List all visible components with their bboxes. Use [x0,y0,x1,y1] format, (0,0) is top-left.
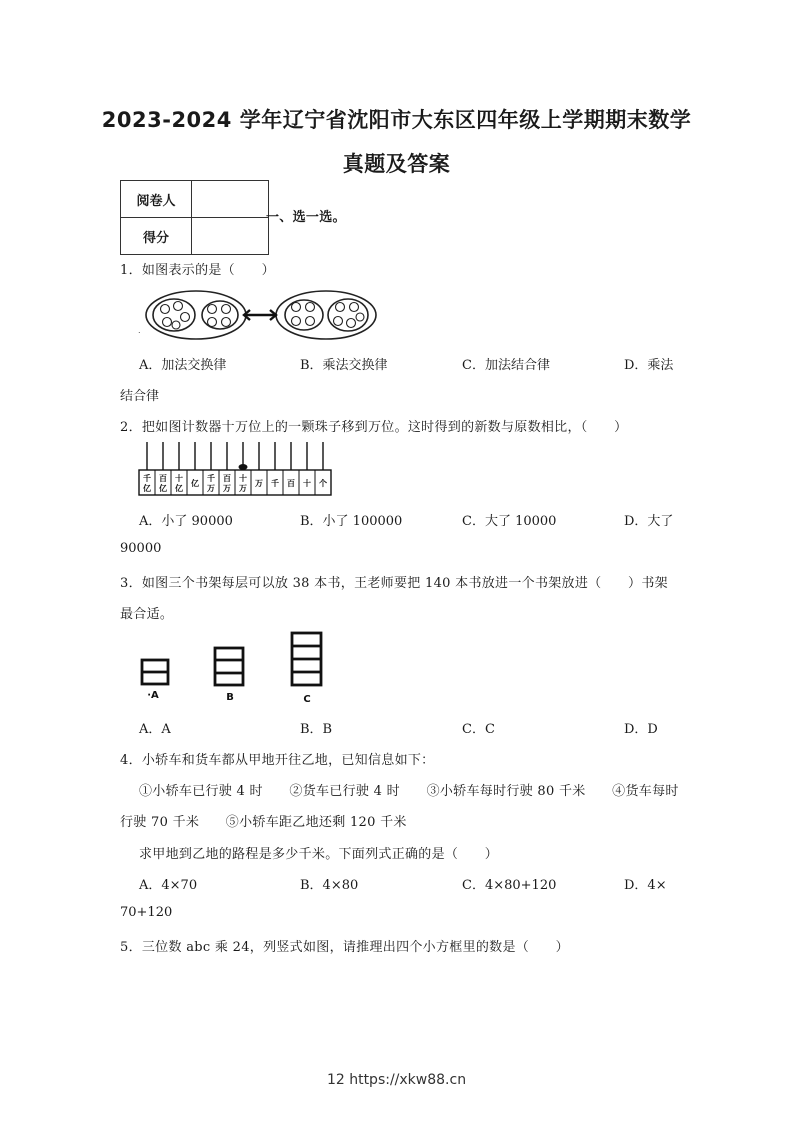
q2-option-a: A．小了 90000 [139,514,233,529]
q2-option-d-wrap: 90000 [120,541,162,556]
abacus-label-shiwan-2: 万 [239,484,247,493]
abacus-label-shiwan-1: 十 [239,474,247,483]
q3-stem: 3．如图三个书架每层可以放 38 本书，王老师要把 140 本书放进一个书架放进（ ）书架 [120,576,668,591]
abacus-label-shiyi-2: 亿 [175,484,183,493]
q4-option-a: A．4×70 [139,878,198,893]
q1-option-d-wrap: 结合律 [120,389,160,404]
q4-option-d: D．4× [624,878,667,893]
q2-option-d: D．大了 [624,514,674,529]
q4-option-d-wrap: 70+120 [120,905,173,920]
q2-stem: 2．把如图计数器十万位上的一颗珠子移到万位。这时得到的新数与原数相比，（ ） [120,420,628,435]
abacus-label-shiyi-1: 十 [175,474,183,483]
q4-option-c: C．4×80+120 [462,878,557,893]
abacus-label-ge: 个 [319,479,327,488]
abacus-label-baiwan-1: 百 [223,474,231,483]
q3-option-d: D．D [624,722,658,737]
q2-option-b: B．小了 100000 [300,514,403,529]
abacus-label-wan: 万 [255,479,263,488]
page-title-line2: 真题及答案 [342,152,451,176]
q4-stem: 4．小轿车和货车都从甲地开往乙地，已知信息如下： [120,753,435,768]
score-cell [192,218,269,255]
q3-option-c: C．C [462,722,495,737]
abacus-label-qianwan-1: 千 [207,474,215,483]
q4-option-b: B．4×80 [300,878,359,893]
left-oval [146,291,246,339]
q1-stem: 1．如图表示的是（ ） [120,263,275,278]
q4-ask: 求甲地到乙地的路程是多少千米。下面列式正确的是（ ） [139,847,499,862]
q5-stem: 5．三位数 abc 乘 24，列竖式如图，请推理出四个小方框里的数是（ ） [120,940,569,955]
abacus-label-qian: 千 [271,479,279,488]
abacus-label-yi: 亿 [191,479,199,488]
abacus-label-baiyi-1: 百 [159,474,167,483]
q1-figure [138,285,388,345]
q3-stem-wrap: 最合适。 [120,607,174,622]
q1-option-d: D．乘法 [624,358,674,373]
q2-option-c: C．大了 10000 [462,514,557,529]
reviewer-cell [192,181,269,218]
abacus-label-baiyi-2: 亿 [159,484,167,493]
q4-info-line1: ①小轿车已行驶 4 时 ②货车已行驶 4 时 ③小轿车每时行驶 80 千米 ④货车每时 [139,784,679,799]
shelf-b [215,648,243,685]
bead [239,464,248,470]
q3-option-b: B．B [300,722,333,737]
score-label: 得分 [121,218,192,255]
reviewer-label: 阅卷人 [121,181,192,218]
abacus-label-baiwan-2: 万 [223,484,231,493]
shelf-label-b: B [226,692,234,703]
abacus-label-bai: 百 [287,479,295,488]
score-box [120,180,269,255]
q1-option-b: B．乘法交换律 [300,358,388,373]
svg-text:.: . [138,326,141,335]
shelf-label-a: ·A [147,690,159,701]
q1-option-a: A．加法交换律 [139,358,227,373]
q1-option-c: C．加法结合律 [462,358,550,373]
shelf-label-c: C [303,694,311,705]
q4-info-line2: 行驶 70 千米 ⑤小轿车距乙地还剩 120 千米 [120,815,407,830]
q3-option-a: A．A [139,722,171,737]
section-heading: 一、选一选。 [266,210,346,225]
q3-bookshelves [138,630,338,706]
abacus-label-shi: 十 [303,479,311,488]
abacus-label-qianyi-1: 千 [143,474,151,483]
page-title-line1: 2023-2024 学年辽宁省沈阳市大东区四年级上学期期末数学 [101,108,692,132]
q2-abacus [138,440,338,498]
page-footer: 12 https://xkw88.cn [326,1072,467,1088]
abacus-label-qianwan-2: 万 [207,484,215,493]
abacus-label-qianyi-2: 亿 [143,484,151,493]
